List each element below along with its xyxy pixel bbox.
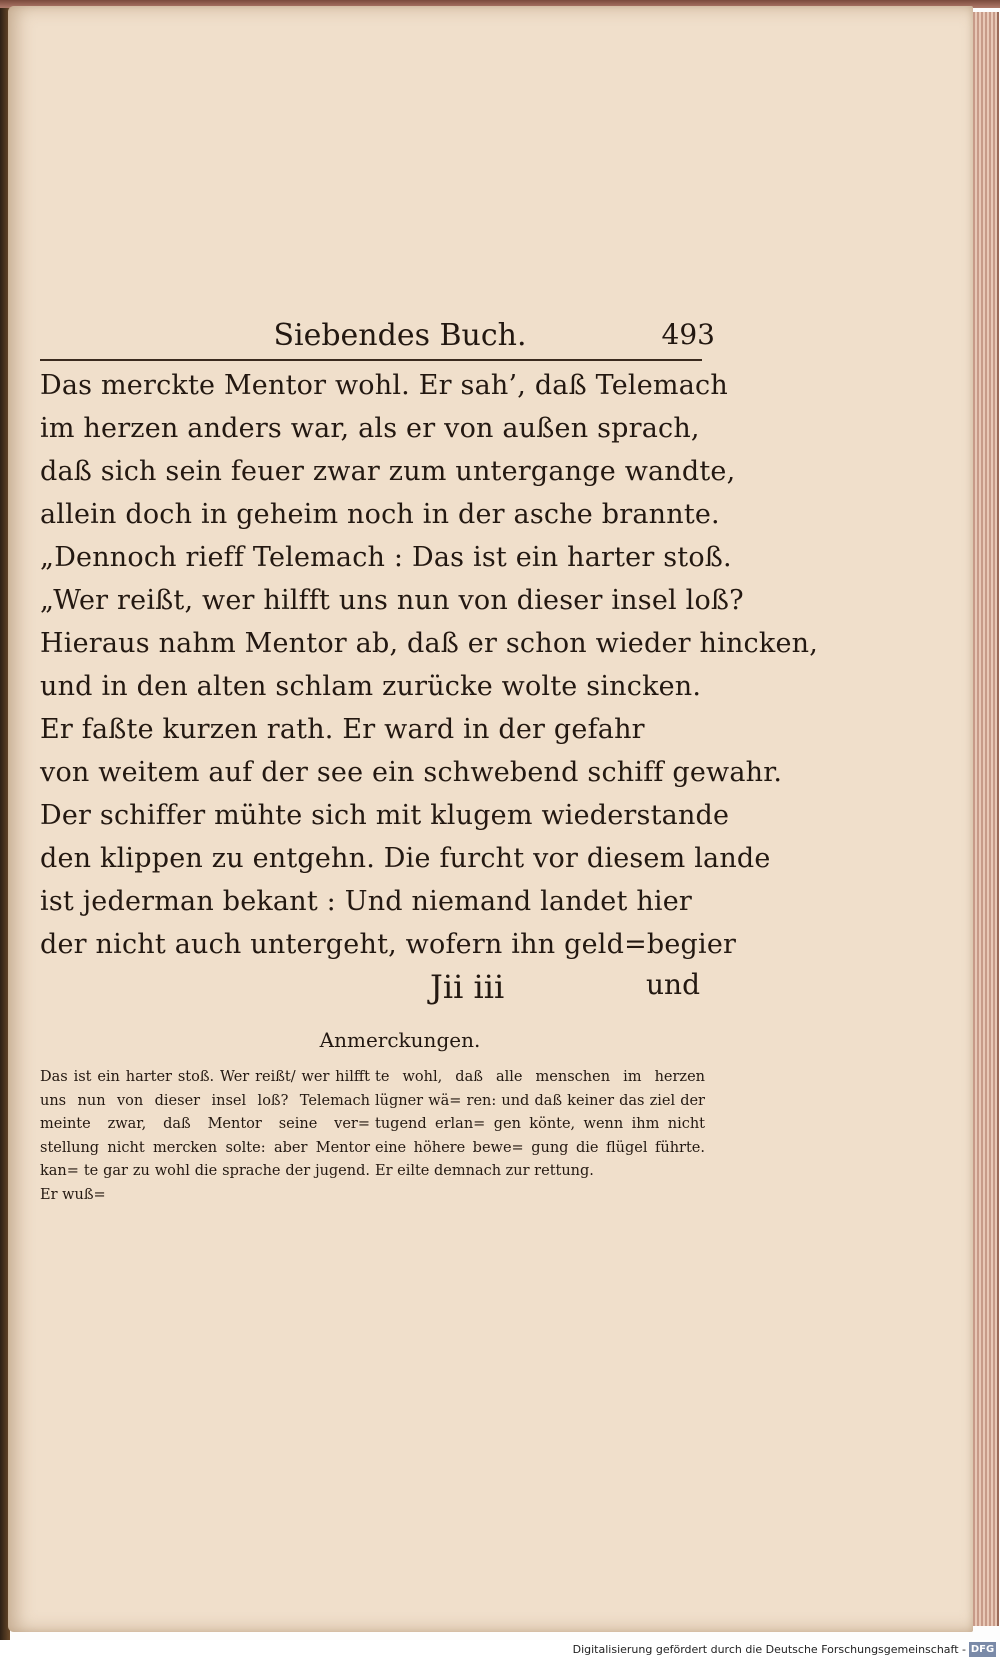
verse-line: „Dennoch rieff Telemach : Das ist ein harter stoß. xyxy=(40,542,732,573)
notes-title: Anmerckungen. xyxy=(319,1028,481,1052)
verse-line: der nicht auch untergeht, wofern ihn geld=begier xyxy=(40,929,737,960)
signature-mark: Jii iii xyxy=(430,968,505,1006)
dfg-logo-icon: DFG xyxy=(970,1644,995,1655)
note-column-left: Das ist ein harter stoß. Wer reißt/ wer hilfft uns nun von dieser insel loß? Telemach meinte zwar, daß Mentor seine ver= stellung nicht mercken solte: aber Mentor kan= te gar zu wohl die sprache der jugend. Er wuß= xyxy=(40,1069,370,1203)
verse-line: allein doch in geheim noch in der asche brannte. xyxy=(40,499,720,530)
verse-line: Hieraus nahm Mentor ab, daß er schon wieder hincken, xyxy=(40,628,818,659)
verse-line: ist jederman bekant : Und niemand landet hier xyxy=(40,886,693,917)
verse-line: Der schiffer mühte sich mit klugem wiederstande xyxy=(40,800,730,831)
verse-line: daß sich sein feuer zwar zum untergange wandte, xyxy=(40,456,736,487)
footer-credit: Digitalisierung gefördert durch die Deutsche Forschungsgemeinschaft - xyxy=(572,1643,966,1656)
verse-line: von weitem auf der see ein schwebend schiff gewahr. xyxy=(40,757,783,788)
running-header-title: Siebendes Buch. xyxy=(273,318,527,353)
page-edges xyxy=(973,12,999,1626)
verse-line: Das merckte Mentor wohl. Er sah’, daß Telemach xyxy=(40,370,728,401)
header-rule xyxy=(40,359,702,361)
verse-line: „Wer reißt, wer hilfft uns nun von dieser insel loß? xyxy=(40,585,744,616)
page-number: 493 xyxy=(661,318,715,351)
verse-line: und in den alten schlam zurücke wolte sincken. xyxy=(40,671,702,702)
catchword: und xyxy=(646,968,700,1001)
verse-line: im herzen anders war, als er von außen sprach, xyxy=(40,413,700,444)
verse-line: Er faßte kurzen rath. Er ward in der gefahr xyxy=(40,714,645,745)
verse-line: den klippen zu entgehn. Die furcht vor diesem lande xyxy=(40,843,771,874)
note-column-right: te wohl, daß alle menschen im herzen lügner wä= ren: und daß keiner das ziel der tugend erlan= gen könte, wenn ihm nicht eine höhere bewe= gung die flügel führte. Er eilte demnach zur rettung. xyxy=(375,1069,705,1179)
